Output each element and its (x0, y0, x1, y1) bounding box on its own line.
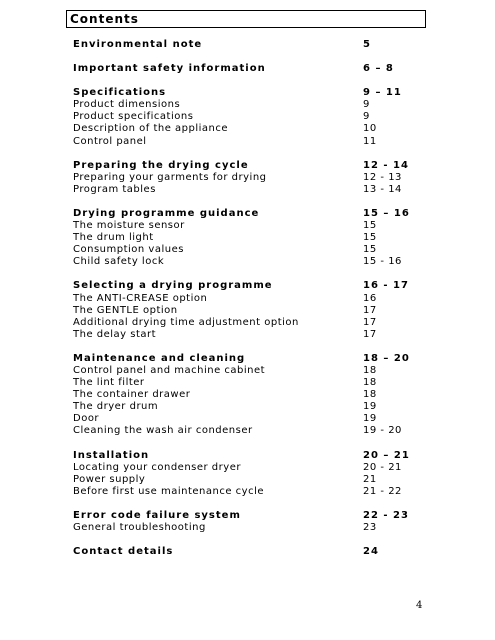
toc-entry (73, 474, 433, 486)
toc-entry-label: The moisture sensor (73, 220, 185, 232)
toc-entry (73, 305, 433, 317)
toc-section (73, 63, 433, 75)
toc-entry-page: 10 (363, 123, 377, 135)
toc-entry-page: 17 (363, 316, 377, 328)
toc-entry-label: Control panel and machine cabinet (73, 364, 266, 376)
toc-entry (73, 293, 433, 305)
toc-heading-page: 20 – 21 (363, 449, 410, 461)
toc-entry-label: The dryer drum (73, 401, 159, 413)
toc-entry (73, 232, 433, 244)
toc-section (73, 87, 433, 147)
toc-heading-page: 24 (363, 546, 379, 558)
toc-section-heading (73, 280, 433, 292)
toc-entry-page: 15 (363, 232, 377, 244)
toc-entry-page: 18 (363, 364, 377, 376)
toc-entry (73, 220, 433, 232)
toc-heading-label: Specifications (73, 87, 167, 99)
toc-entry (73, 172, 433, 184)
toc-entry-page: 18 (363, 389, 377, 401)
toc-entry-page: 18 (363, 377, 377, 389)
toc-section (73, 280, 433, 340)
contents-header-box (66, 10, 426, 28)
toc-entry (73, 389, 433, 401)
toc-entry-page: 15 (363, 244, 377, 256)
toc-entry-page: 21 (363, 473, 377, 485)
toc-section (73, 39, 433, 51)
toc-heading-page: 5 (363, 39, 371, 50)
toc-entry-page: 16 (363, 292, 377, 304)
toc-entry (73, 111, 433, 123)
toc-entry-page: 15 (363, 220, 377, 232)
toc-entry (73, 244, 433, 256)
toc-section (73, 510, 433, 534)
toc-entry-page: 17 (363, 328, 377, 340)
toc-entry-label: Description of the appliance (73, 123, 229, 135)
toc-heading-label: Error code failure system (73, 509, 241, 521)
toc-section-heading (73, 63, 433, 75)
toc-entry-label: Control panel (73, 135, 147, 147)
toc-entry-label: Consumption values (73, 244, 184, 256)
toc-entry-page: 11 (363, 135, 377, 147)
toc-section (73, 450, 433, 498)
toc-entry (73, 136, 433, 148)
toc-heading-page: 9 – 11 (363, 87, 402, 99)
toc-entry (73, 184, 433, 196)
toc-entry-label: Product specifications (73, 111, 194, 123)
toc-entry-label: The container drawer (73, 389, 191, 401)
toc-entry-label: The ANTI-CREASE option (73, 292, 208, 304)
toc-section-heading (73, 450, 433, 462)
toc-entry-label: Additional drying time adjustment option (73, 316, 299, 328)
toc-section-heading (73, 353, 433, 365)
toc-heading-page: 15 – 16 (363, 207, 410, 219)
toc-entry (73, 256, 433, 268)
toc-section-heading (73, 39, 433, 51)
toc-entry (73, 486, 433, 498)
table-of-contents (73, 39, 433, 570)
toc-heading-label: Installation (73, 449, 150, 461)
toc-heading-page: 22 - 23 (363, 509, 409, 521)
toc-entry (73, 522, 433, 534)
page-number: 4 (416, 600, 423, 611)
toc-entry-label: The lint filter (73, 377, 145, 389)
toc-entry (73, 377, 433, 389)
toc-heading-label: Drying programme guidance (73, 207, 260, 219)
toc-heading-page: 6 – 8 (363, 63, 394, 75)
toc-heading-page: 18 – 20 (363, 352, 410, 364)
toc-entry-label: Product dimensions (73, 99, 181, 111)
toc-entry (73, 329, 433, 341)
toc-entry (73, 365, 433, 377)
toc-entry-page: 9 (363, 99, 370, 111)
toc-entry-page: 13 - 14 (363, 183, 402, 195)
toc-entry-page: 23 (363, 522, 377, 533)
toc-entry-label: Preparing your garments for drying (73, 171, 267, 183)
toc-entry-label: Door (73, 413, 100, 425)
toc-section-heading (73, 160, 433, 172)
toc-entry-page: 9 (363, 111, 370, 123)
toc-section (73, 353, 433, 438)
toc-entry-page: 21 - 22 (363, 485, 402, 497)
toc-entry-page: 19 (363, 401, 377, 413)
toc-section-heading (73, 510, 433, 522)
toc-entry-label: Power supply (73, 473, 146, 485)
toc-entry-label: The GENTLE option (73, 304, 178, 316)
toc-entry-page: 15 - 16 (363, 256, 402, 268)
page-title: Contents (70, 12, 139, 26)
toc-entry-page: 12 - 13 (363, 171, 402, 183)
toc-entry (73, 123, 433, 135)
toc-entry (73, 425, 433, 437)
toc-section-heading (73, 546, 433, 558)
toc-heading-label: Selecting a drying programme (73, 280, 273, 292)
toc-section (73, 546, 433, 558)
toc-section-heading (73, 87, 433, 99)
toc-entry-page: 19 (363, 413, 377, 425)
toc-entry-label: General troubleshooting (73, 522, 206, 533)
toc-section (73, 208, 433, 268)
toc-entry-page: 17 (363, 304, 377, 316)
toc-heading-label: Contact details (73, 546, 174, 558)
toc-heading-label: Maintenance and cleaning (73, 352, 246, 364)
toc-section-heading (73, 208, 433, 220)
toc-entry (73, 413, 433, 425)
toc-heading-label: Preparing the drying cycle (73, 159, 249, 171)
toc-entry-label: Cleaning the wash air condenser (73, 425, 253, 437)
toc-section (73, 160, 433, 196)
toc-heading-label: Environmental note (73, 39, 203, 50)
toc-entry (73, 462, 433, 474)
toc-entry-label: Child safety lock (73, 256, 165, 268)
toc-entry-label: Program tables (73, 183, 156, 195)
toc-entry-label: The delay start (73, 328, 157, 340)
toc-entry-page: 20 - 21 (363, 461, 402, 473)
toc-entry (73, 99, 433, 111)
toc-entry-page: 19 - 20 (363, 425, 402, 437)
toc-entry (73, 401, 433, 413)
toc-entry-label: The drum light (73, 232, 154, 244)
toc-entry-label: Locating your condenser dryer (73, 461, 241, 473)
toc-heading-label: Important safety information (73, 63, 266, 75)
toc-heading-page: 16 - 17 (363, 280, 409, 292)
toc-heading-page: 12 - 14 (363, 159, 409, 171)
toc-entry (73, 317, 433, 329)
toc-entry-label: Before first use maintenance cycle (73, 485, 265, 497)
